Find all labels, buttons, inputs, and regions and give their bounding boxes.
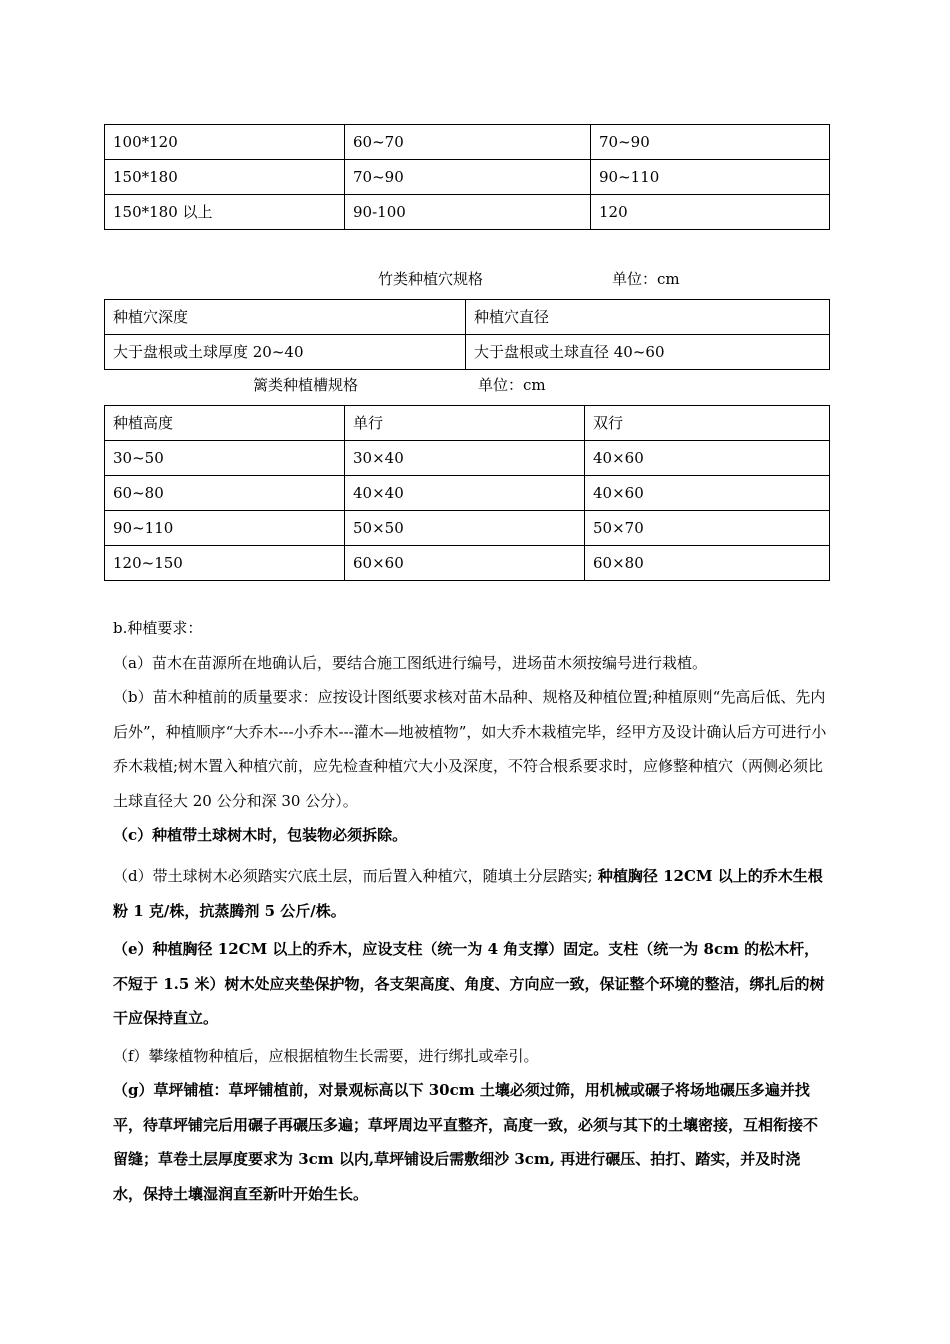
table-header-cell: 种植穴深度 xyxy=(105,300,466,335)
table-row xyxy=(105,441,830,476)
table-row xyxy=(105,160,830,195)
hedge-trench-table xyxy=(104,405,830,581)
table-header-cell: 种植穴直径 xyxy=(466,300,830,335)
bamboo-pit-table xyxy=(104,299,830,370)
requirement-e: （e）种植胸径 12CM 以上的乔木，应设支柱（统一为 4 角支撑）固定。支柱（统一为 8cm 的松木杆，不短于 1.5 米）树木处应夹垫保护物，各支架高度、角度、方向应一致，保证整个环境的整洁，绑扎后的树干应保持直立。 xyxy=(113,940,825,1027)
table-cell: 50×70 xyxy=(585,511,830,546)
table-cell: 70~90 xyxy=(591,125,830,160)
table-header-cell: 种植高度 xyxy=(105,406,345,441)
requirement-d xyxy=(113,859,829,928)
table-cell: 大于盘根或土球厚度 20~40 xyxy=(105,335,466,370)
table-cell: 150*180 xyxy=(105,160,345,195)
table-cell: 60~80 xyxy=(105,476,345,511)
table-cell: 40×60 xyxy=(585,476,830,511)
bamboo-table-title: 竹类种植穴规格 xyxy=(378,270,484,288)
table-cell: 大于盘根或土球直径 40~60 xyxy=(466,335,830,370)
requirement-a: （a）苗木在苗源所在地确认后，要结合施工图纸进行编号，进场苗木须按编号进行栽植。 xyxy=(113,654,707,672)
table-cell: 100*120 xyxy=(105,125,345,160)
table-header-cell: 双行 xyxy=(585,406,830,441)
table-header-cell: 单行 xyxy=(345,406,585,441)
table-cell: 30×40 xyxy=(345,441,585,476)
table-row xyxy=(105,546,830,581)
table-cell: 120~150 xyxy=(105,546,345,581)
requirement-f: （f）攀缘植物种植后，应根据植物生长需要，进行绑扎或牵引。 xyxy=(113,1047,539,1065)
requirement-d-plain: （d）带土球树木必须踏实穴底土层，而后置入种植穴，随填土分层踏实; xyxy=(113,867,593,885)
table-cell: 120 xyxy=(591,195,830,230)
table-header-row xyxy=(105,406,830,441)
bamboo-table-unit: 单位：cm xyxy=(612,270,680,288)
hedge-table-unit: 单位：cm xyxy=(478,376,546,394)
requirement-d-bold: 种植胸径 12CM 以上的乔木生根粉 1 克/株，抗蒸腾剂 5 公斤/株。 xyxy=(113,867,823,920)
table-row xyxy=(105,511,830,546)
table-header-row xyxy=(105,300,830,335)
tree-pit-table xyxy=(104,124,830,230)
requirement-g: （g）草坪铺植：草坪铺植前，对景观标高以下 30cm 土壤必须过筛，用机械或碾子将场地碾压多遍并找平，待草坪铺完后用碾子再碾压多遍；草坪周边平直整齐，高度一致，必须与其下的土壤密接，互相衔接不留缝；草卷土层厚度要求为 3cm 以内,草坪铺设后需敷细沙 3cm, 再进行碾压、拍打、踏实，并及时浇水，保持土壤湿润直至新叶开始生长。 xyxy=(113,1081,819,1203)
table-cell: 40×40 xyxy=(345,476,585,511)
table-cell: 60~70 xyxy=(345,125,591,160)
hedge-table-title: 篱类种植槽规格 xyxy=(253,376,359,394)
table-cell: 90~110 xyxy=(105,511,345,546)
table-row xyxy=(105,195,830,230)
table-row xyxy=(105,476,830,511)
requirement-b: （b）苗木种植前的质量要求：应按设计图纸要求核对苗木品种、规格及种植位置;种植原则“先高后低、先内后外”，种植顺序“大乔木---小乔木---灌木—地被植物”，如大乔木栽植完毕，经甲方及设计确认后方可进行小乔木栽植;树木置入种植穴前，应先检查种植穴大小及深度，不符合根系要求时，应修整种植穴（两侧必须比土球直径大 20 公分和深 30 公分）。 xyxy=(113,688,827,810)
table-cell: 70~90 xyxy=(345,160,591,195)
table-cell: 90~110 xyxy=(591,160,830,195)
table-cell: 60×80 xyxy=(585,546,830,581)
requirements-heading: b.种植要求： xyxy=(113,619,203,637)
table-cell: 50×50 xyxy=(345,511,585,546)
requirement-c: （c）种植带土球树木时，包装物必须拆除。 xyxy=(113,826,408,844)
table-cell: 150*180 以上 xyxy=(105,195,345,230)
table-row xyxy=(105,125,830,160)
table-cell: 90-100 xyxy=(345,195,591,230)
table-cell: 60×60 xyxy=(345,546,585,581)
table-row xyxy=(105,335,830,370)
table-cell: 30~50 xyxy=(105,441,345,476)
table-cell: 40×60 xyxy=(585,441,830,476)
